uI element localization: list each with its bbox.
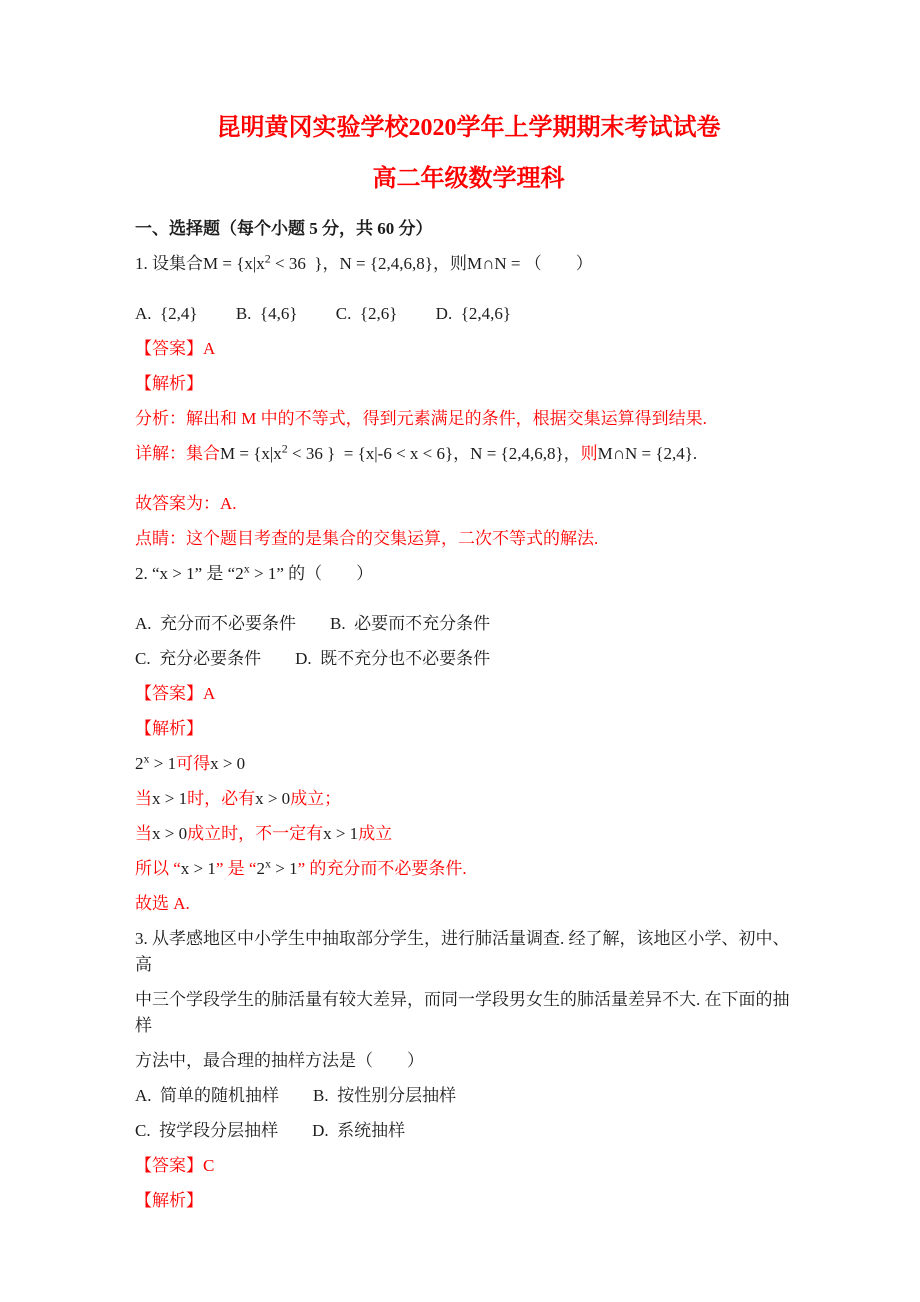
question-2 bbox=[135, 561, 802, 587]
text-segment: > 1” 的（ ） bbox=[249, 564, 374, 583]
text-segment: ” 的充分而不必要条件. bbox=[297, 859, 467, 878]
answer-1 bbox=[135, 336, 802, 362]
answer-3 bbox=[135, 1153, 802, 1179]
text-segment: 2 bbox=[135, 754, 144, 773]
answer-label: 【答案】 bbox=[135, 339, 203, 358]
text-segment: 时，必有 bbox=[187, 789, 256, 808]
explanation-label-1 bbox=[135, 371, 802, 397]
text-segment: A. {2,4} B. {4,6} C. {2,6} D. {2,4,6} bbox=[135, 304, 512, 323]
text-segment: 2. “x > 1” 是 “2 bbox=[135, 564, 244, 583]
answer-value: A bbox=[203, 339, 216, 358]
text-segment: 2 bbox=[281, 441, 288, 456]
text-segment: 当 bbox=[135, 824, 152, 843]
text-segment: A. 充分而不必要条件 B. 必要而不充分条件 bbox=[135, 614, 491, 633]
text-segment: x > 1 bbox=[180, 859, 216, 878]
text-segment: < 36 }，N = {2,4,6,8}，则M∩N = （ ） bbox=[270, 254, 593, 273]
question-3-line-3 bbox=[135, 1048, 802, 1074]
text-segment: 3. 从孝感地区中小学生中抽取部分学生，进行肺活量调查. 经了解，该地区小学、初中、高 bbox=[135, 929, 790, 974]
derivation-2a bbox=[135, 751, 802, 777]
text-segment: 成立时，不一定有 bbox=[187, 824, 324, 843]
answer-value: C bbox=[203, 1156, 215, 1175]
text-segment: ” 是 “ bbox=[215, 859, 257, 878]
text-segment: 故选 A. bbox=[135, 894, 190, 913]
question-1-options bbox=[135, 301, 802, 327]
question-3-options-ab bbox=[135, 1083, 802, 1109]
text-segment: 所以 “ bbox=[135, 859, 181, 878]
answer-2 bbox=[135, 681, 802, 707]
question-2-options-cd bbox=[135, 646, 802, 672]
exam-subtitle: 高二年级数学理科 bbox=[372, 166, 565, 192]
tip-1 bbox=[135, 526, 802, 552]
text-segment: x bbox=[264, 856, 271, 871]
analysis-1 bbox=[135, 406, 802, 432]
text-segment: 1. 设集合M = {x|x bbox=[135, 254, 265, 273]
text-segment: 分析：解出和 M 中的不等式，得到元素满足的条件，根据交集运算得到结果. bbox=[135, 409, 707, 428]
section-heading bbox=[135, 216, 802, 242]
derivation-2c bbox=[135, 821, 802, 847]
text-segment: > 1 bbox=[149, 754, 177, 773]
text-segment: x bbox=[143, 751, 150, 766]
text-segment: x > 0 bbox=[152, 824, 188, 843]
question-3-line-2 bbox=[135, 987, 802, 1039]
question-2-options-ab bbox=[135, 611, 802, 637]
question-3-line-1 bbox=[135, 926, 802, 978]
derivation-2b bbox=[135, 786, 802, 812]
answer-label: 【答案】 bbox=[135, 1156, 203, 1175]
document-body bbox=[135, 216, 802, 1214]
text-segment: x > 1 bbox=[152, 789, 188, 808]
explanation-label: 【解析】 bbox=[135, 1191, 203, 1210]
explanation-label-2 bbox=[135, 716, 802, 742]
explanation-label-3 bbox=[135, 1188, 802, 1214]
question-3-options-cd bbox=[135, 1118, 802, 1144]
question-1 bbox=[135, 251, 802, 277]
explanation-label: 【解析】 bbox=[135, 719, 203, 738]
text-segment: 当 bbox=[135, 789, 152, 808]
explanation-label: 【解析】 bbox=[135, 374, 203, 393]
text-segment: 一、选择题（每个小题 5 分，共 60 分） bbox=[135, 219, 433, 238]
derivation-2d bbox=[135, 856, 802, 882]
answer-value: A bbox=[203, 684, 216, 703]
text-segment: 成立； bbox=[290, 789, 342, 808]
text-segment: 2 bbox=[256, 859, 265, 878]
text-segment: 点睛：这个题目考查的是集合的交集运算，二次不等式的解法. bbox=[135, 529, 599, 548]
text-segment: 则 bbox=[580, 444, 598, 463]
text-segment: < 36 } = {x|-6 < x < 6}，N = {2,4,6,8}， bbox=[287, 444, 581, 463]
exam-title: 昆明黄冈实验学校2020学年上学期期末考试试卷 bbox=[216, 115, 721, 141]
text-segment: A. 简单的随机抽样 B. 按性别分层抽样 bbox=[135, 1086, 457, 1105]
text-segment: x > 0 bbox=[210, 754, 246, 773]
conclusion-2 bbox=[135, 891, 802, 917]
detail-1 bbox=[135, 441, 802, 467]
text-segment: C. 充分必要条件 D. 既不充分也不必要条件 bbox=[135, 649, 491, 668]
text-segment: 方法中，最合理的抽样方法是（ ） bbox=[135, 1051, 424, 1070]
text-segment: 可得 bbox=[176, 754, 211, 773]
text-segment: 详解：集合 bbox=[135, 444, 220, 463]
answer-label: 【答案】 bbox=[135, 684, 203, 703]
text-segment: 2 bbox=[264, 251, 271, 266]
text-segment: > 1 bbox=[270, 859, 298, 878]
text-segment: M = {x|x bbox=[220, 444, 282, 463]
text-segment: x > 0 bbox=[255, 789, 291, 808]
conclusion-1 bbox=[135, 491, 802, 517]
text-segment: M∩N = {2,4}. bbox=[597, 444, 698, 463]
text-segment: x > 1 bbox=[323, 824, 359, 843]
text-segment: 故答案为：A. bbox=[135, 494, 237, 513]
text-segment: x bbox=[243, 561, 250, 576]
text-segment: 中三个学段学生的肺活量有较大差异，而同一学段男女生的肺活量差异不大. 在下面的抽样 bbox=[135, 990, 790, 1035]
text-segment: C. 按学段分层抽样 D. 系统抽样 bbox=[135, 1121, 406, 1140]
text-segment: 成立 bbox=[358, 824, 393, 843]
